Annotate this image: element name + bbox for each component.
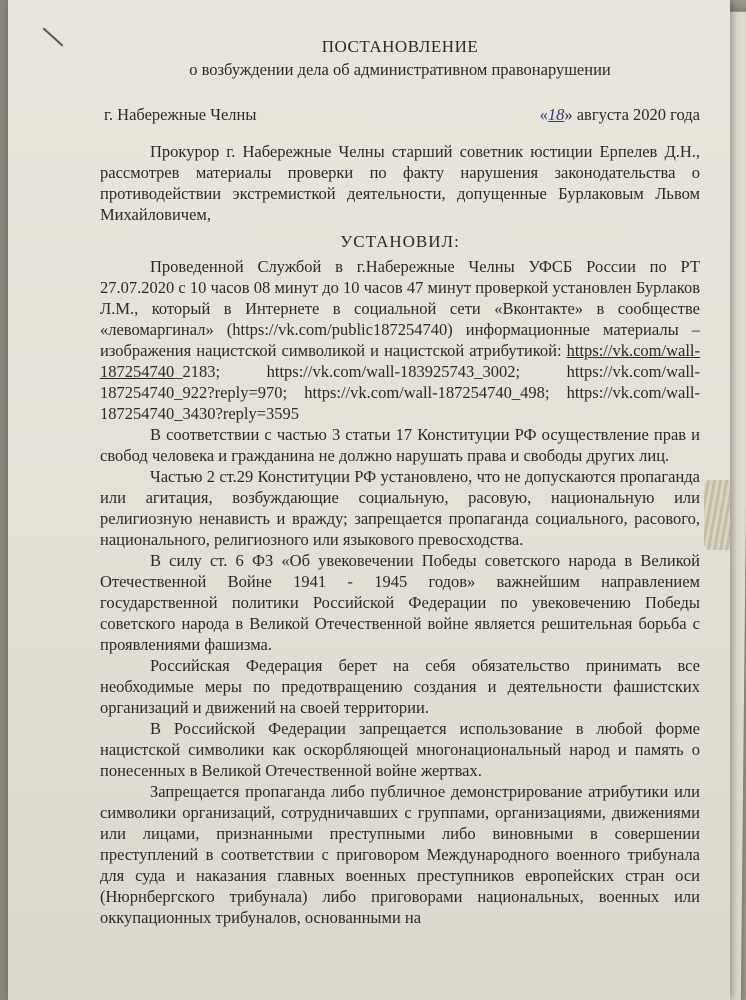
findings-links: _2183; https://vk.com/wall-183925743_3002; https://vk.com/wall-187254740_922?reply=970; https://vk.com/wall-187254740_498; https://vk.com/wall-187254740_3430?reply=3595 xyxy=(100,362,700,423)
pencil-mark xyxy=(43,28,64,47)
date-day-handwritten: 18 xyxy=(547,105,565,124)
binding-string xyxy=(704,480,730,550)
paragraph-federal-law: В силу ст. 6 ФЗ «Об увековечении Победы советского народа в Великой Отечественной Войне 1941 - 1945 годов» важнейшим направлением государственной политики Российской Федерации по увековечению Победы советского народа в Великой Отечественной войне является решительная борьба с проявлениями фашизма. xyxy=(100,551,700,654)
paragraph-obligation: Российская Федерация берет на себя обязательство принимать все необходимые меры по предотвращению создания и деятельности фашистских организаций и движений на своей территории. xyxy=(100,656,700,717)
date-open-quote: « xyxy=(539,105,548,124)
place-date-line xyxy=(100,104,700,125)
paragraph-prohibition: В Российской Федерации запрещается использование в любой форме нацистской символики как оскорбляющей многонациональный народ и память о понесенных в Великой Отечественной войне жертвах. xyxy=(100,719,700,780)
intro-paragraph: Прокурор г. Набережные Челны старший советник юстиции Ерпелев Д.Н., рассмотрев материалы проверки по факту нарушения законодательства о противодействии экстремисткой деятельности, допущенные Бурлаковым Львом Михайловичем, xyxy=(100,142,700,224)
findings-text: Проведенной Службой в г.Набережные Челны УФСБ России по РТ 27.07.2020 с 10 часов 08 минут до 10 часов 47 минут проверкой установлен Бурлаков Л.М., который в Интернете в социальной сети «Вконтакте» в сообществе «левомаргинал» (https://vk.com/public187254740) информационные материалы – изображения нацистской символикой и нацистской атрибутикой: xyxy=(100,257,700,360)
paragraph-propaganda: Запрещается пропаганда либо публичное демонстрирование атрибутики или символики организаций, сотрудничавших с группами, организациями, движениями или лицами, признанными преступными либо виновными в совершении преступлений в соответствии с приговором Международного военного трибунала для суда и наказания главных военных преступников европейских стран оси (Нюрнбергского трибунала) либо приговорами национальных, военных или оккупационных трибуналов, основанными на xyxy=(100,782,700,927)
paragraph-constitution-17: В соответствии с частью 3 статьи 17 Конституции РФ осуществление прав и свобод человека и гражданина не должно нарушать права и свободы других лиц. xyxy=(100,425,700,465)
paragraph-findings xyxy=(100,256,700,424)
document-subtitle: о возбуждении дела об административном правонарушении xyxy=(189,60,611,79)
document-body xyxy=(100,36,700,928)
date xyxy=(540,104,700,125)
link-wall-1[interactable]: https://vk.com/wall-187254740 xyxy=(100,341,700,381)
date-rest: » августа 2020 года xyxy=(564,105,700,124)
document-page xyxy=(8,0,730,1000)
place: г. Набережные Челны xyxy=(104,105,257,124)
established-heading: УСТАНОВИЛ: xyxy=(340,232,460,251)
paragraph-constitution-29: Частью 2 ст.29 Конституции РФ установлено, что не допускаются пропаганда или агитация, возбуждающие социальную, расовую, национальную или религиозную ненависть и вражду; запрещается пропаганда социального, расового, национального, религиозного или языкового превосходства. xyxy=(100,467,700,549)
document-title: ПОСТАНОВЛЕНИЕ xyxy=(321,37,479,56)
